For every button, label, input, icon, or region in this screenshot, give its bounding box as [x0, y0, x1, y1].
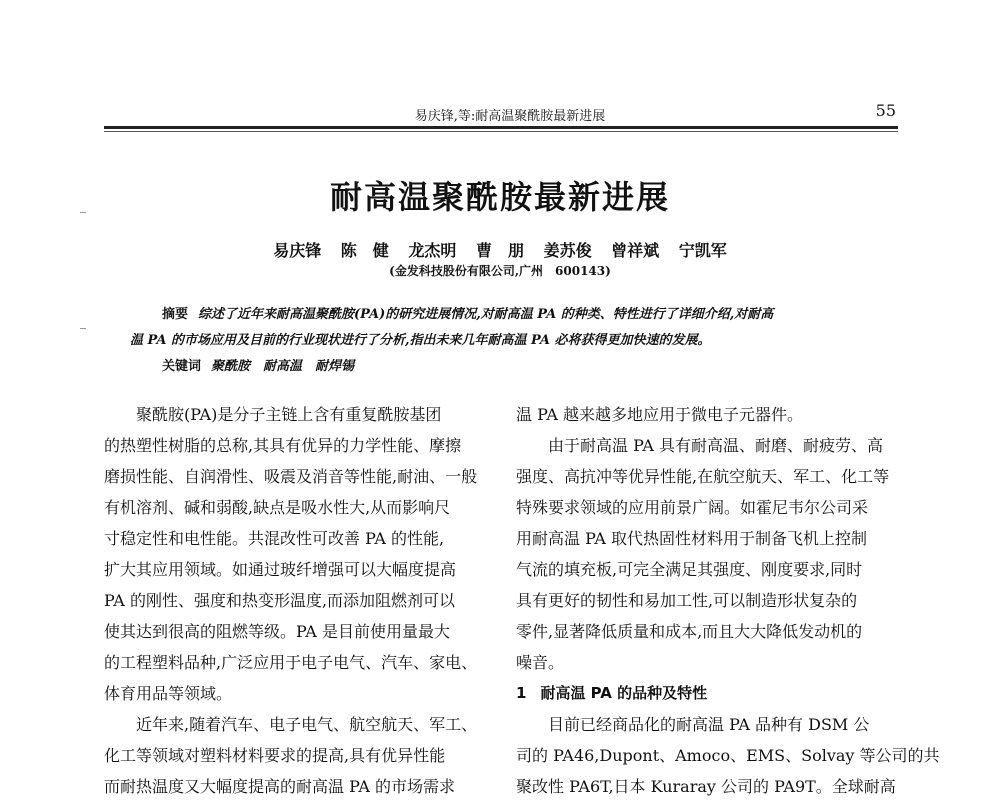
body-line: PA 的刚性、强度和热变形温度,而添加阻燃剂可以	[104, 591, 456, 610]
body-line: 寸稳定性和电性能。共混改性可改善 PA 的性能,	[104, 529, 445, 548]
body-line: 温 PA 越来越多地应用于微电子元器件。	[516, 405, 804, 424]
author: 曾祥斌	[611, 241, 660, 260]
author: 姜苏俊	[543, 241, 592, 260]
author-list	[0, 238, 1000, 261]
abstract-line-1	[162, 302, 912, 328]
keywords-text: 聚酰胺 耐高温 耐焊锡	[211, 359, 355, 374]
body-line: 近年来,随着汽车、电子电气、航空航天、军工、	[136, 715, 478, 734]
author: 龙杰明	[408, 241, 457, 260]
keywords-label: 关键词	[162, 359, 202, 374]
body-line: 由于耐高温 PA 具有耐高温、耐磨、耐疲劳、高	[548, 436, 884, 455]
section-number: 1	[516, 684, 527, 702]
body-line: 用耐高温 PA 取代热固性材料用于制备飞机上控制	[516, 529, 868, 548]
body-line: 而耐热温度又大幅度提高的耐高温 PA 的市场需求	[104, 777, 456, 796]
author: 曹 朋	[475, 241, 524, 260]
abstract-text: 综述了近年来耐高温聚酰胺(PA)的研究进展情况,对耐高温 PA 的种类、特性进行了详细介绍,对耐高	[198, 307, 774, 322]
section-title: 耐高温 PA 的品种及特性	[540, 684, 708, 702]
header-rule-thin	[104, 131, 898, 132]
body-line: 的热塑性树脂的总称,其具有优异的力学性能、摩擦	[104, 436, 462, 455]
keywords-line	[162, 354, 912, 380]
affiliation: (金发科技股份有限公司,广州 600143)	[389, 264, 611, 278]
body-line: 噪音。	[516, 653, 565, 672]
body-line: 使其达到很高的阻燃等级。PA 是目前使用量最大	[104, 622, 450, 641]
body-line: 有机溶剂、碱和弱酸,缺点是吸水性大,从而影响尺	[104, 498, 451, 517]
body-column-right	[516, 399, 940, 802]
section-heading	[516, 678, 904, 709]
abstract-line-2: 温 PA 的市场应用及目前的行业现状进行了分析,指出未来几年耐高温 PA 必将获得更加快速的发展。	[130, 333, 711, 348]
body-line: 具有更好的韧性和易加工性,可以制造形状复杂的	[516, 591, 858, 610]
running-header: 易庆锋,等:耐高温聚酰胺最新进展	[414, 109, 606, 124]
body-line: 的工程塑料品种,广泛应用于电子电气、汽车、家电、	[104, 653, 478, 672]
body-line: 扩大其应用领域。如通过玻纤增强可以大幅度提高	[104, 560, 457, 579]
body-line: 聚改性 PA6T,日本 Kuraray 公司的 PA9T。全球耐高	[516, 777, 896, 796]
body-line: 体育用品等领域。	[104, 684, 233, 703]
body-line: 零件,显著降低质量和成本,而且大大降低发动机的	[516, 622, 863, 641]
margin-tick	[80, 328, 86, 329]
body-line: 气流的填充板,可完全满足其强度、刚度要求,同时	[516, 560, 863, 579]
header-rule-thick	[104, 126, 898, 129]
body-line: 磨损性能、自润滑性、吸震及消音等性能,耐油、一般	[104, 467, 478, 486]
body-line: 司的 PA46,Dupont、Amoco、EMS、Solvay 等公司的共	[516, 746, 940, 765]
author: 陈 健	[340, 241, 389, 260]
body-line: 目前已经商品化的耐高温 PA 品种有 DSM 公	[548, 715, 870, 734]
body-line: 化工等领域对塑料材料要求的提高,具有优异性能	[104, 746, 446, 765]
body-column-left	[104, 399, 492, 802]
abstract-label: 摘要	[162, 307, 189, 322]
page-number: 55	[875, 101, 896, 120]
body-line: 强度、高抗冲等优异性能,在航空航天、军工、化工等	[516, 467, 890, 486]
paper-title: 耐高温聚酰胺最新进展	[329, 178, 670, 216]
body-line: 聚酰胺(PA)是分子主链上含有重复酰胺基团	[136, 405, 442, 424]
author: 宁凯军	[678, 241, 727, 260]
author: 易庆锋	[273, 241, 322, 260]
body-line: 特殊要求领域的应用前景广阔。如霍尼韦尔公司采	[516, 498, 869, 517]
